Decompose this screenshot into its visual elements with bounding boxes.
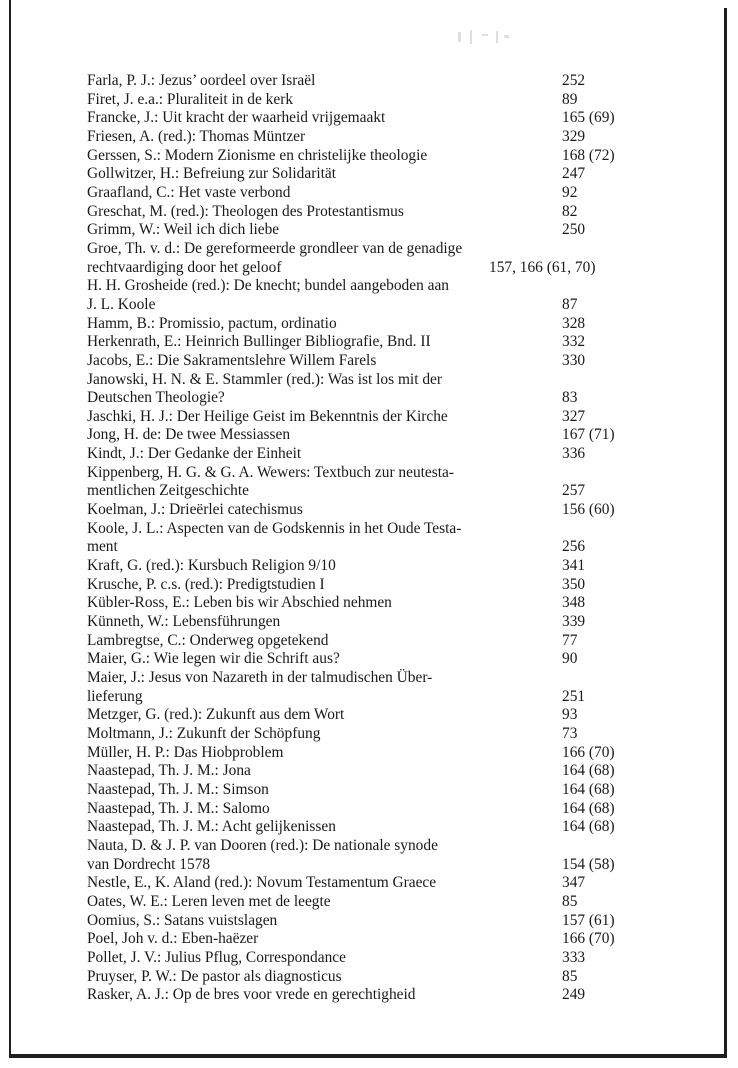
index-entry [87,128,627,147]
entry-text: Nestle, E., K. Aland (red.): Novum Testamentum Graece [87,874,437,892]
entry-pages: 93 [562,706,578,724]
entry-text: H. H. Grosheide (red.): De knecht; bundel aangeboden aan [87,277,449,295]
entry-pages: 73 [562,724,578,742]
faint-stamp-mark [456,26,518,48]
entry-text: Oates, W. E.: Leren leven met de leegte [87,892,331,910]
index-entry [87,296,627,315]
index-entry [87,688,627,707]
index-entry [87,109,627,128]
entry-text: Maier, J.: Jesus von Nazareth in der talmudischen Über- [87,669,433,686]
entry-text: Nauta, D. & J. P. van Dooren (red.): De nationale synode [87,836,438,854]
entry-text: Naastepad, Th. J. M.: Simson [87,780,269,798]
entry-text: Groe, Th. v. d.: De gereformeerde grondleer van de genadige [87,239,463,257]
index-list [87,72,627,1005]
index-entry [87,221,627,240]
entry-text: Jaschki, H. J.: Der Heilige Geist im Bekenntnis der Kirche [87,407,448,425]
entry-pages: 164 (68) [562,818,615,836]
entry-text: Krusche, P. c.s. (red.): Predigtstudien I [87,575,325,593]
entry-text: Firet, J. e.a.: Pluraliteit in de kerk [87,90,294,108]
entry-text: J. L. Koole [87,295,156,313]
entry-text: Koole, J. L.: Aspecten van de Godskennis in het Oude Testa- [87,519,462,537]
index-entry [87,632,627,651]
entry-text: Pruyser, P. W.: De pastor als diagnosticus [87,967,342,985]
index-entry [87,538,627,557]
entry-pages: 85 [562,967,578,985]
entry-text: Naastepad, Th. J. M.: Jona [87,762,251,780]
entry-pages: 165 (69) [562,109,615,127]
index-entry [87,912,627,931]
entry-text: Metzger, G. (red.): Zukunft aus dem Wort [87,706,345,724]
index-entry [87,520,627,539]
entry-text: Greschat, M. (red.): Theologen des Protestantismus [87,202,404,220]
entry-text: Naastepad, Th. J. M.: Acht gelijkenissen [87,818,336,836]
index-entry [87,147,627,166]
entry-text: Grimm, W.: Weil ich dich liebe [87,221,280,239]
entry-pages: 156 (60) [562,501,615,519]
index-entry [87,426,627,445]
index-entry [87,968,627,987]
entry-text: Graafland, C.: Het vaste verbond [87,183,291,201]
index-entry [87,371,627,390]
entry-pages: 328 [562,314,586,332]
entry-pages: 83 [562,389,578,407]
entry-pages: 87 [562,295,578,313]
index-entry [87,781,627,800]
entry-pages: 257 [562,482,586,500]
entry-pages: 252 [562,72,586,89]
page-border-right [724,8,727,1058]
entry-pages: 157 (61) [562,911,615,929]
index-entry [87,613,627,632]
entry-text: Koelman, J.: Drieërlei catechismus [87,501,303,519]
index-entry [87,856,627,875]
entry-pages: 341 [562,557,586,575]
entry-text: Kindt, J.: Der Gedanke der Einheit [87,445,302,463]
entry-text: Jong, H. de: De twee Messiassen [87,426,291,444]
entry-text: Jacobs, E.: Die Sakramentslehre Willem Farels [87,351,377,369]
entry-text: Künneth, W.: Lebensführungen [87,613,281,631]
entry-text: Deutschen Theologie? [87,389,225,407]
entry-text: Naastepad, Th. J. M.: Salomo [87,799,270,817]
index-entry [87,240,627,259]
index-entry [87,706,627,725]
entry-pages: 167 (71) [562,426,615,444]
entry-text: Pollet, J. V.: Julius Pflug, Correspondance [87,948,346,966]
entry-text: Oomius, S.: Satans vuistslagen [87,911,278,929]
entry-pages: 164 (68) [562,780,615,798]
index-entry [87,949,627,968]
index-entry [87,445,627,464]
entry-pages: 164 (68) [562,762,615,780]
entry-text: Hamm, B.: Promissio, pactum, ordinatio [87,314,337,332]
index-entry [87,482,627,501]
index-entry [87,501,627,520]
index-entry [87,874,627,893]
entry-text: van Dordrecht 1578 [87,855,211,873]
index-entry [87,315,627,334]
entry-text: Herkenrath, E.: Heinrich Bullinger Bibliografie, Bnd. II [87,333,431,351]
entry-text: Kübler-Ross, E.: Leben bis wir Abschied nehmen [87,594,392,612]
entry-text: Gerssen, S.: Modern Zionisme en christelijke theologie [87,146,428,164]
index-entry [87,352,627,371]
entry-pages: 339 [562,613,586,631]
entry-pages: 166 (70) [562,930,615,948]
entry-pages: 347 [562,874,586,892]
index-entry [87,893,627,912]
entry-pages: 330 [562,351,586,369]
entry-pages: 82 [562,202,578,220]
page-border-left [9,0,11,1057]
entry-text: Kippenberg, H. G. & G. A. Wewers: Textbuch zur neutesta- [87,463,454,481]
index-entry [87,277,627,296]
entry-text: Moltmann, J.: Zukunft der Schöpfung [87,724,321,742]
entry-text: Janowski, H. N. & E. Stammler (red.): Was ist los mit der [87,370,442,388]
entry-text: Friesen, A. (red.): Thomas Müntzer [87,127,306,145]
entry-pages: 332 [562,333,586,351]
index-entry [87,259,627,278]
index-entry [87,818,627,837]
index-entry [87,557,627,576]
index-entry [87,576,627,595]
entry-pages: 154 (58) [562,855,615,873]
index-entry [87,800,627,819]
entry-pages: 329 [562,127,586,145]
entry-pages: 90 [562,650,578,668]
entry-text: rechtvaardiging door het geloof [87,258,282,276]
entry-text: Gollwitzer, H.: Befreiung zur Solidarität [87,165,336,183]
entry-text: ment [87,538,118,556]
entry-text: Lambregtse, C.: Onderweg opgetekend [87,631,329,649]
index-entry [87,333,627,352]
entry-pages: 336 [562,445,586,463]
entry-pages: 166 (70) [562,743,615,761]
index-entry [87,669,627,688]
index-entry [87,837,627,856]
index-entry [87,650,627,669]
index-entry [87,72,627,91]
index-entry [87,184,627,203]
entry-pages: 256 [562,538,586,556]
entry-text: mentlichen Zeitgeschichte [87,482,249,500]
entry-pages: 247 [562,165,586,183]
index-entry [87,464,627,483]
entry-pages: 92 [562,183,578,201]
index-entry [87,389,627,408]
index-entry [87,725,627,744]
index-entry [87,203,627,222]
entry-pages: 157, 166 (61, 70) [489,258,596,276]
entry-pages: 89 [562,90,578,108]
entry-pages: 251 [562,687,586,705]
entry-text: Maier, G.: Wie legen wir die Schrift aus? [87,650,340,668]
entry-pages: 327 [562,407,586,425]
entry-pages: 350 [562,575,586,593]
entry-pages: 333 [562,948,586,966]
index-entry [87,91,627,110]
index-entry [87,986,627,1005]
entry-text: Francke, J.: Uit kracht der waarheid vrijgemaakt [87,109,386,127]
index-entry [87,408,627,427]
entry-pages: 77 [562,631,578,649]
index-entry [87,165,627,184]
index-entry [87,594,627,613]
entry-pages: 168 (72) [562,146,615,164]
entry-pages: 164 (68) [562,799,615,817]
entry-pages: 249 [562,986,586,1004]
entry-text: Kraft, G. (red.): Kursbuch Religion 9/10 [87,557,336,575]
entry-text: lieferung [87,687,143,705]
entry-pages: 250 [562,221,586,239]
entry-text: Müller, H. P.: Das Hiobproblem [87,743,284,761]
entry-pages: 85 [562,892,578,910]
index-entry [87,744,627,763]
entry-text: Poel, Joh v. d.: Eben-haëzer [87,930,259,948]
entry-text: Farla, P. J.: Jezus’ oordeel over Israël [87,72,316,89]
entry-text: Rasker, A. J.: Op de bres voor vrede en gerechtigheid [87,986,416,1004]
index-entry [87,762,627,781]
page-border-bottom [9,1054,727,1058]
index-entry [87,930,627,949]
entry-pages: 348 [562,594,586,612]
